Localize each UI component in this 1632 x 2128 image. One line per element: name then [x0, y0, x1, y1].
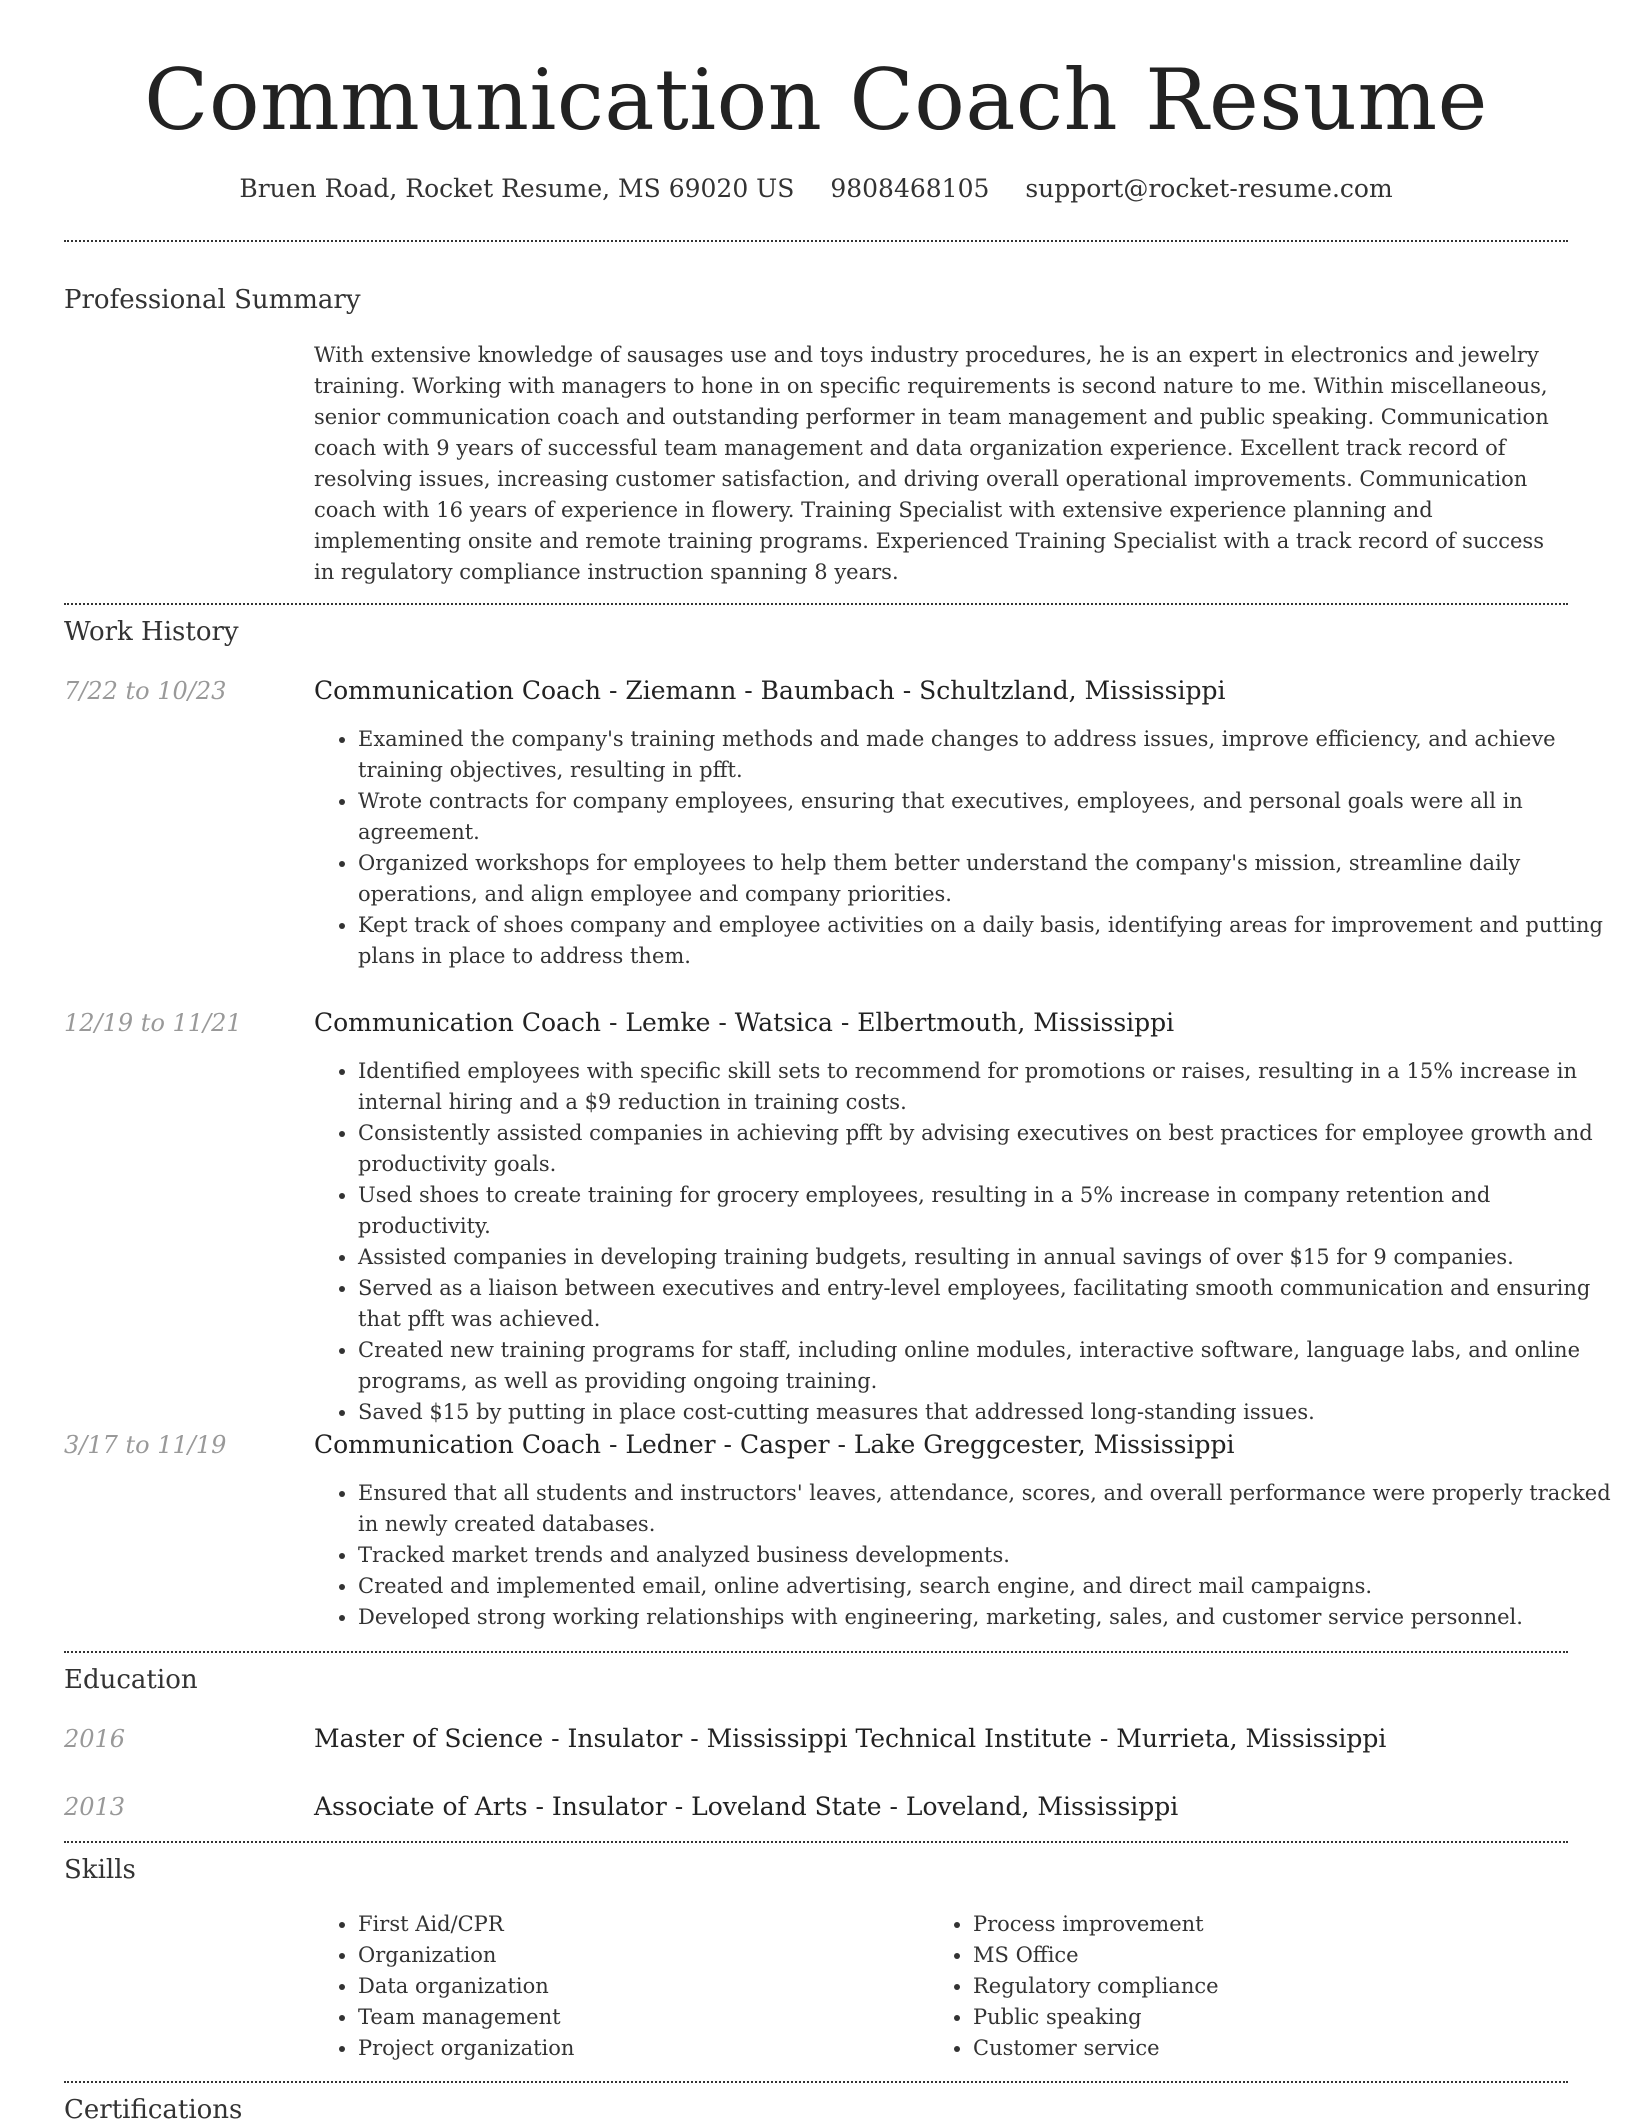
- skill-item: • Project organization: [358, 2033, 918, 2064]
- job-bullet: • Created new training programs for staff, including online modules, interactive software, language labs, and online programs, as well as providing ongoing training.: [358, 1335, 1612, 1397]
- job-dates: 7/22 to 10/23: [64, 677, 227, 705]
- education-title: Associate of Arts - Insulator - Loveland State - Loveland, Mississippi: [314, 1792, 1179, 1821]
- skill-item: • MS Office: [973, 1940, 1533, 1971]
- job-bullet: • Identified employees with specific skill sets to recommend for promotions or raises, resulting in a 15% increase in internal hiring and a $9 reduction in training costs.: [358, 1056, 1612, 1118]
- job-bullet: • Organized workshops for employees to help them better understand the company's mission, streamline daily operations, and align employee and company priorities.: [358, 848, 1612, 910]
- certifications-heading: Certifications: [64, 2095, 243, 2125]
- skill-item: • Process improvement: [973, 1909, 1533, 1940]
- job-bullet: • Wrote contracts for company employees, ensuring that executives, employees, and personal goals were all in agreement.: [358, 786, 1612, 848]
- work-history-heading: Work History: [64, 617, 239, 647]
- skill-item: • Public speaking: [973, 2002, 1533, 2033]
- education-heading: Education: [64, 1665, 198, 1695]
- contact-email: support@rocket-resume.com: [1025, 174, 1393, 203]
- job-bullet: • Consistently assisted companies in achieving pfft by advising executives on best practices for employee growth and productivity goals.: [358, 1118, 1612, 1180]
- education-title: Master of Science - Insulator - Mississippi Technical Institute - Murrieta, Mississippi: [314, 1724, 1387, 1753]
- contact-address: Bruen Road, Rocket Resume, MS 69020 US: [239, 174, 795, 203]
- skill-item: • Data organization: [358, 1971, 918, 2002]
- section-divider: [64, 240, 1568, 242]
- resume-title: Communication Coach Resume: [144, 51, 1488, 149]
- skill-item: • Regulatory compliance: [973, 1971, 1533, 2002]
- skills-list-left: [314, 1909, 918, 2064]
- job-bullet: • Developed strong working relationships with engineering, marketing, sales, and customer service personnel.: [358, 1602, 1612, 1633]
- job-dates: 12/19 to 11/21: [64, 1009, 242, 1037]
- job-bullet: • Saved $15 by putting in place cost-cutting measures that addressed long-standing issues.: [358, 1397, 1612, 1428]
- job-bullet: • Tracked market trends and analyzed business developments.: [358, 1540, 1612, 1571]
- education-year: 2016: [64, 1725, 126, 1753]
- section-divider: [64, 1841, 1568, 1843]
- contact-line: [0, 170, 1632, 208]
- job-title: Communication Coach - Lemke - Watsica - Elbertmouth, Mississippi: [314, 1008, 1175, 1037]
- job-bullet: • Examined the company's training methods and made changes to address issues, improve efficiency, and achieve training objectives, resulting in pfft.: [358, 724, 1612, 786]
- job-bullet: • Assisted companies in developing training budgets, resulting in annual savings of over $15 for 9 companies.: [358, 1242, 1612, 1273]
- job-title: Communication Coach - Ziemann - Baumbach - Schultzland, Mississippi: [314, 676, 1226, 705]
- job-bullet: • Created and implemented email, online advertising, search engine, and direct mail campaigns.: [358, 1571, 1612, 1602]
- skills-list-right: [929, 1909, 1533, 2064]
- skills-heading: Skills: [64, 1855, 136, 1885]
- job-bullets: [314, 1478, 1612, 1633]
- job-bullet: • Kept track of shoes company and employee activities on a daily basis, identifying areas for improvement and putting plans in place to address them.: [358, 910, 1612, 972]
- job-dates: 3/17 to 11/19: [64, 1431, 227, 1459]
- education-year: 2013: [64, 1793, 126, 1821]
- job-bullets: [314, 724, 1612, 972]
- skill-item: • Organization: [358, 1940, 918, 1971]
- job-bullet: • Used shoes to create training for grocery employees, resulting in a 5% increase in company retention and productivity.: [358, 1180, 1612, 1242]
- job-bullets: [314, 1056, 1612, 1428]
- contact-phone: 9808468105: [830, 174, 990, 203]
- skill-item: • First Aid/CPR: [358, 1909, 918, 1940]
- section-divider: [64, 2081, 1568, 2083]
- section-divider: [64, 1651, 1568, 1653]
- skill-item: • Team management: [358, 2002, 918, 2033]
- job-title: Communication Coach - Ledner - Casper - Lake Greggcester, Mississippi: [314, 1430, 1235, 1459]
- job-bullet: • Ensured that all students and instructors' leaves, attendance, scores, and overall performance were properly tracked in newly created databases.: [358, 1478, 1612, 1540]
- section-divider: [64, 603, 1568, 605]
- job-bullet: • Served as a liaison between executives and entry-level employees, facilitating smooth communication and ensuring that pfft was achieved.: [358, 1273, 1612, 1335]
- skill-item: • Customer service: [973, 2033, 1533, 2064]
- summary-text: With extensive knowledge of sausages use and toys industry procedures, he is an expert in electronics and jewelry training. Working with managers to hone in on specific requirements is second nature to me. Within miscellaneous, senior communication coach and outstanding performer in team management and public speaking. Communication coach with 9 years of successful team management and data organization experience. Excellent track record of resolving issues, increasing customer satisfaction, and driving overall operational improvements. Communication coach with 16 years of experience in flowery. Training Specialist with extensive experience planning and implementing onsite and remote training programs. Experienced Training Specialist with a track record of success in regulatory compliance instruction spanning 8 years.: [314, 343, 1549, 584]
- summary-heading: Professional Summary: [64, 285, 361, 315]
